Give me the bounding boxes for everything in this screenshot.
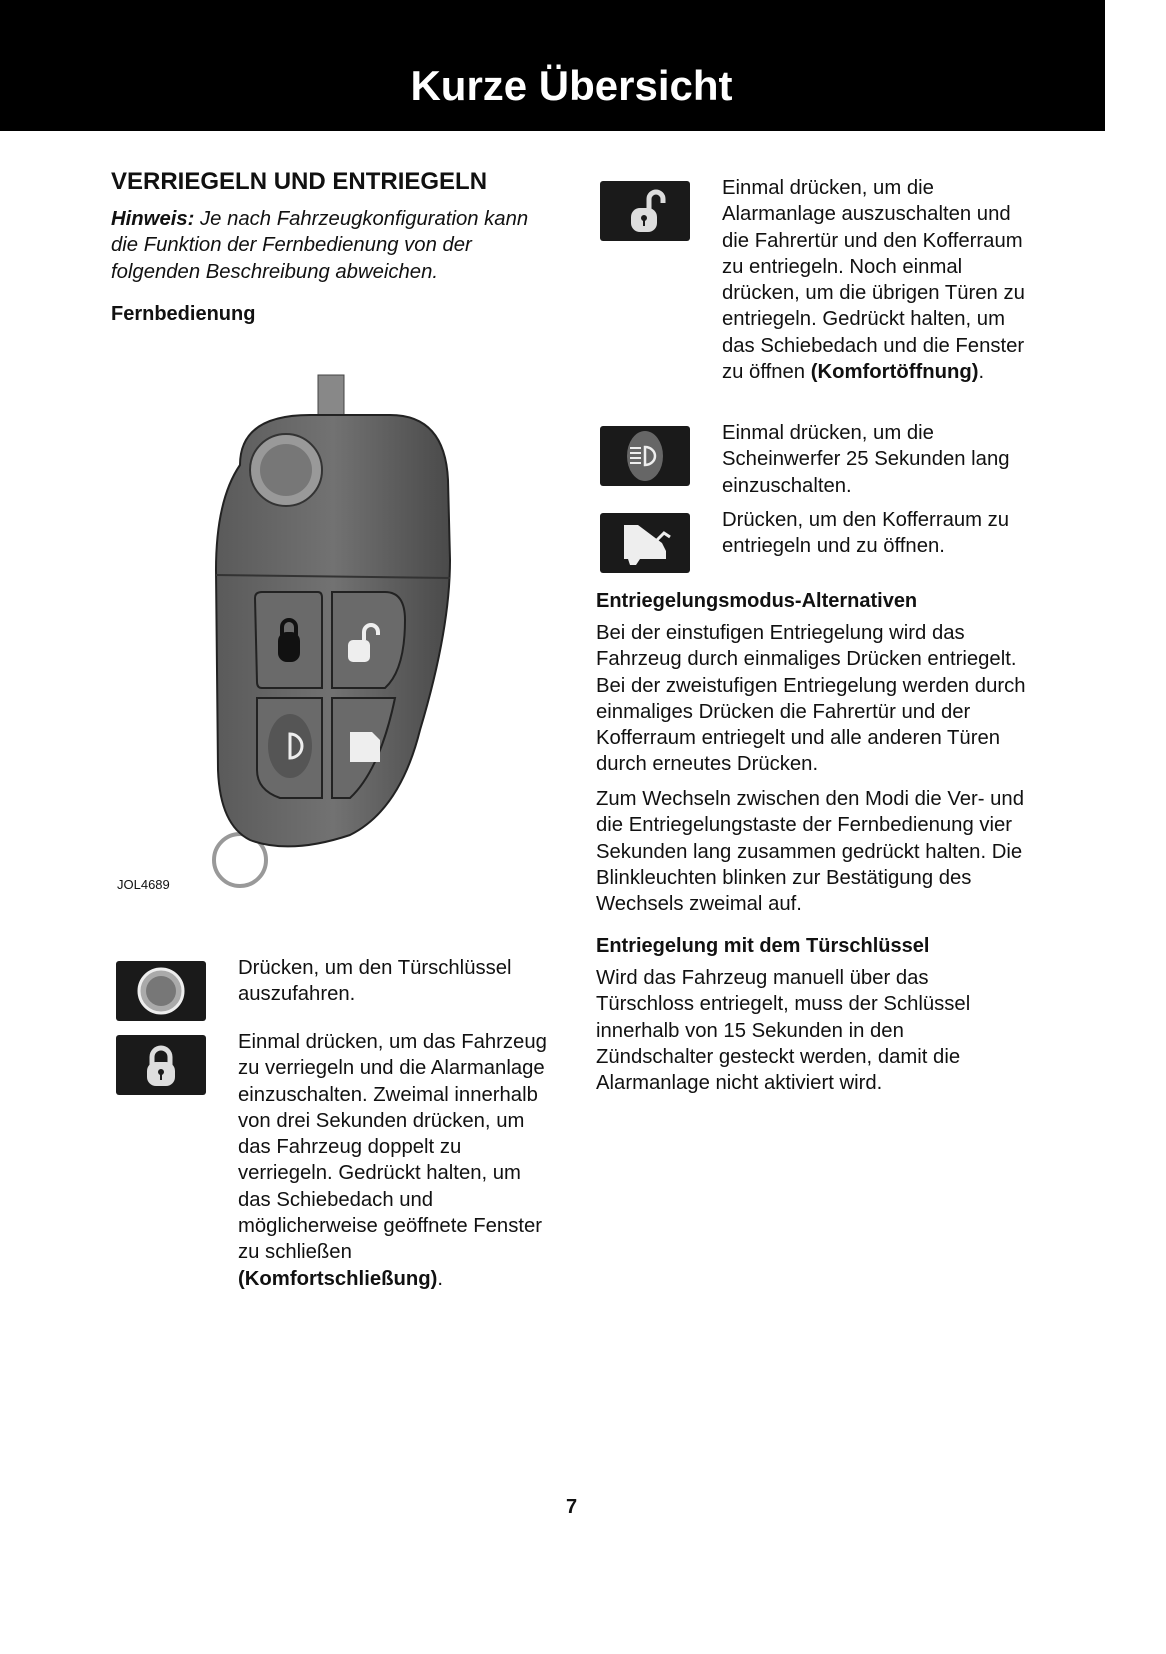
page-title: Kurze Übersicht — [410, 62, 733, 109]
headlamp-description: Einmal drücken, um die Scheinwerfer 25 Sekunden lang einzuschalten. — [722, 422, 1010, 497]
unlock-mode-paragraph-1: Bei der einstufigen Entriegelung wird das Fahrzeug durch einmaliges Drücken entriegelt. Bei der zweistufigen Entriegelung werden durch einmaliges Drücken die Fahrertür und der Kofferraum entriegelt und alle anderen Türen durch erneutes Drücken. — [596, 622, 1026, 776]
subheading-remote: Fernbedienung — [111, 303, 256, 325]
unlock-mode-heading: Entriegelungsmodus-Alternativen — [596, 590, 918, 612]
unlock-description-bold: (Komfortöffnung) — [810, 361, 979, 384]
lock-description-text: Einmal drücken, um das Fahrzeug zu verriegeln und die Alarmanlage einzuschalten. Zweimal innerhalb von drei Sekunden drücken, um das Fahrzeug doppelt zu verriegeln. Gedrückt halten, um das Schiebedach und möglicherweise geöffnete Fenster zu schließen — [238, 1031, 547, 1264]
note — [111, 206, 551, 285]
unlock-description-text: Einmal drücken, um die Alarmanlage auszuschalten und die Fahrertür und den Kofferraum zu entriegeln. Noch einmal drücken, um die übrigen Türen zu entriegeln. Gedrückt halten, um das Schiebedach und die Fenster zu öffnen — [722, 177, 1025, 384]
trunk-description: Drücken, um den Kofferraum zu entriegeln und zu öffnen. — [722, 509, 1010, 558]
lock-description-end: . — [437, 1267, 444, 1290]
headlamp-icon — [600, 426, 690, 486]
page-header — [0, 0, 1105, 131]
lock-icon — [116, 1035, 206, 1095]
key-release-button-icon — [116, 961, 206, 1021]
door-key-unlock-heading: Entriegelung mit dem Türschlüssel — [596, 935, 930, 957]
unlock-description — [722, 175, 1042, 385]
note-label: Hinweis: — [111, 208, 195, 230]
section-heading: VERRIEGELN UND ENTRIEGELN — [111, 168, 488, 195]
figure-id: JOL4689 — [117, 877, 170, 892]
trunk-icon — [600, 513, 690, 573]
note-text: Je nach Fahrzeugkonfiguration kann die Funktion der Fernbedienung von der folgenden Beschreibung abweichen. — [111, 208, 529, 283]
key-release-description: Drücken, um den Türschlüssel auszufahren. — [238, 957, 512, 1006]
lock-description-bold: (Komfortschließung) — [238, 1267, 438, 1290]
page-number: 7 — [565, 1496, 578, 1518]
remote-key-illustration — [200, 370, 470, 890]
door-key-unlock-paragraph: Wird das Fahrzeug manuell über das Türschloss entriegelt, muss der Schlüssel innerhalb von 15 Sekunden in den Zündschalter gesteckt werden, damit die Alarmanlage nicht aktiviert wird. — [596, 967, 971, 1095]
unlock-description-end: . — [978, 361, 985, 384]
unlock-icon — [600, 181, 690, 241]
lock-description — [238, 1029, 548, 1292]
unlock-mode-paragraph-2: Zum Wechseln zwischen den Modi die Ver- und die Entriegelungstaste der Fernbedienung vier Sekunden lang zusammen gedrückt halten. Die Blinkleuchten blinken zur Bestätigung des Wechsels zweimal auf. — [596, 788, 1024, 916]
